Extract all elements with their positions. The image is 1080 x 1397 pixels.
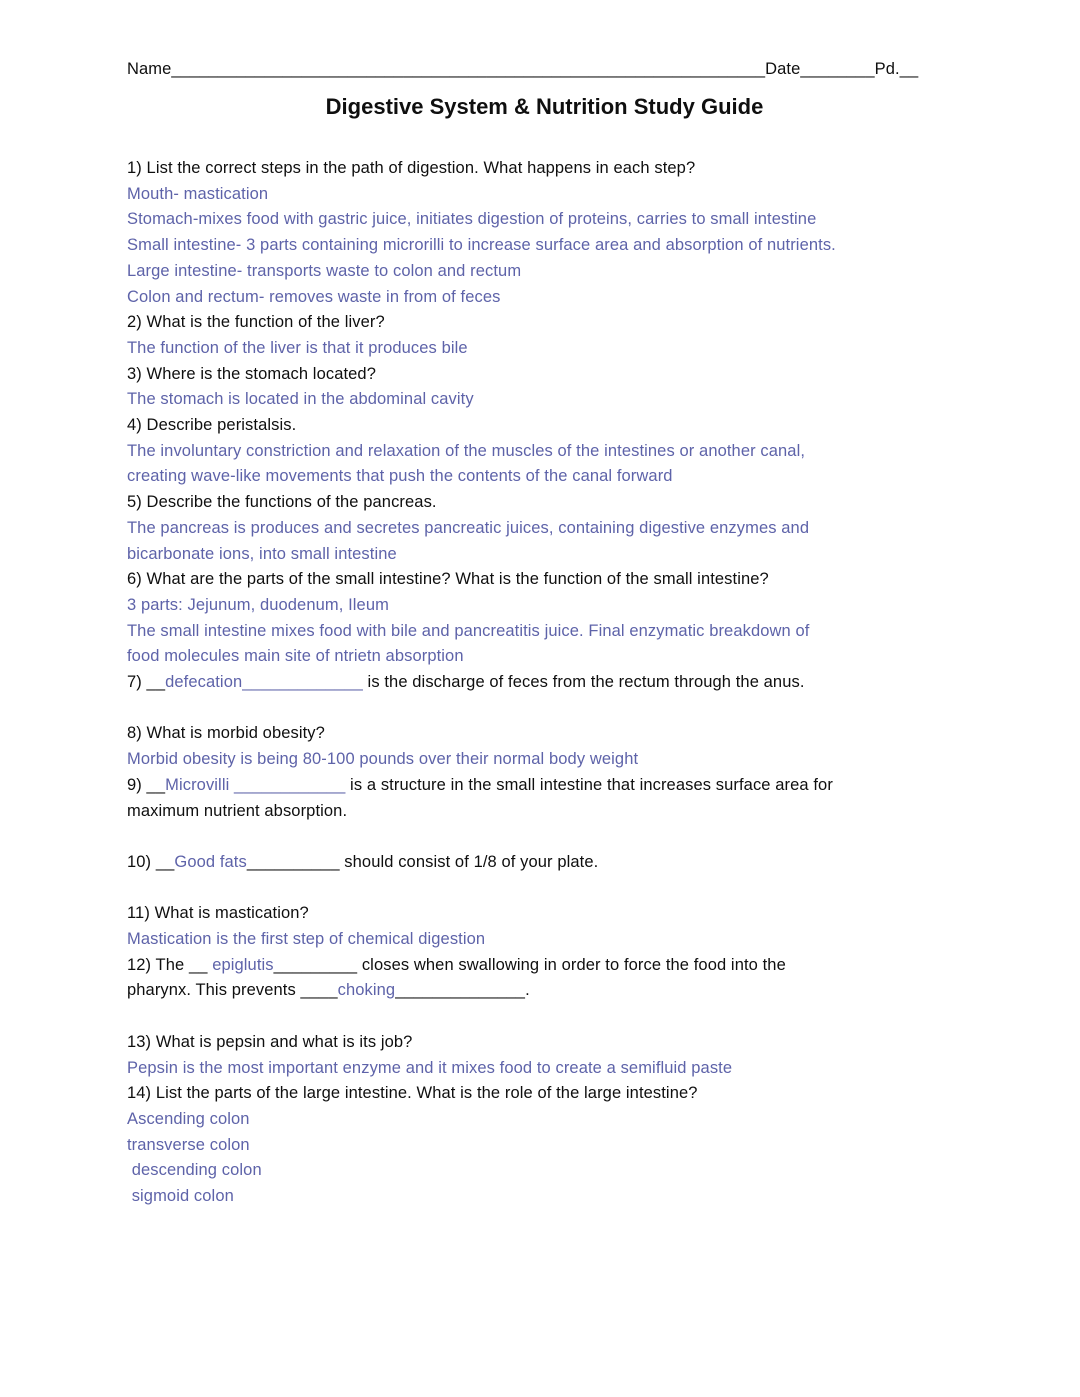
- question-text: 14) List the parts of the large intestine. What is the role of the large intestine?: [127, 1084, 698, 1103]
- pd-label: Pd.: [874, 60, 900, 78]
- name-label: Name: [127, 60, 172, 78]
- document-line: [127, 593, 962, 619]
- question-text: 1) List the correct steps in the path of digestion. What happens in each step?: [127, 159, 696, 177]
- date-label: Date: [765, 60, 801, 78]
- blank-line: [127, 824, 962, 850]
- question-text: 2) What is the function of the liver?: [127, 313, 385, 332]
- document-line: [127, 747, 962, 773]
- pd-blank: __: [899, 60, 919, 78]
- answer-text: Small intestine- 3 parts containing microrilli to increase surface area and absorption of nutrients.: [127, 236, 836, 255]
- answer-text: Pepsin is the most important enzyme and it mixes food to create a semifluid paste: [127, 1058, 733, 1077]
- document-line: [127, 516, 962, 542]
- document-line: [127, 567, 962, 593]
- document-line: [127, 1056, 962, 1082]
- document-line: [127, 1184, 962, 1210]
- answer-text: Morbid obesity is being 80-100 pounds over their normal body weight: [127, 750, 639, 769]
- question-text: 13) What is pepsin and what is its job?: [127, 1032, 413, 1051]
- document-line: [127, 644, 962, 670]
- answer-text: Large intestine- transports waste to colon and rectum: [127, 261, 522, 280]
- question-text: 8) What is morbid obesity?: [127, 724, 325, 743]
- date-blank: ________: [800, 60, 875, 78]
- document-lines: [127, 156, 962, 1210]
- document-line: [127, 799, 962, 825]
- answer-text: food molecules main site of ntrietn absorption: [127, 647, 464, 666]
- question-text: 9) __: [127, 775, 166, 794]
- question-text: _________: [273, 955, 358, 974]
- question-text: 3) Where is the stomach located?: [127, 364, 376, 383]
- answer-text: creating wave-like movements that push the contents of the canal forward: [127, 467, 673, 486]
- answer-text: epiglutis: [212, 955, 274, 974]
- answer-text: choking: [337, 981, 396, 1000]
- question-text: ______________: [395, 981, 526, 1000]
- document-line: [127, 336, 962, 362]
- document-line: [127, 362, 962, 388]
- document-line: [127, 773, 962, 799]
- question-text: pharynx. This prevents ____: [127, 981, 338, 1000]
- document-line: [127, 413, 962, 439]
- question-text: closes when swallowing in order to force the food into the: [357, 955, 786, 974]
- document-line: [127, 1081, 962, 1107]
- question-text: maximum nutrient absorption.: [127, 801, 348, 820]
- document-line: [127, 927, 962, 953]
- document-line: [127, 670, 962, 696]
- document-line: [127, 439, 962, 465]
- question-text: __________: [246, 852, 340, 871]
- blank-line: [127, 696, 962, 722]
- answer-text: The involuntary constriction and relaxation of the muscles of the intestines or another canal,: [127, 441, 806, 460]
- document-line: [127, 1107, 962, 1133]
- document-line: [127, 490, 962, 516]
- document-line: [127, 207, 962, 233]
- question-text: 10) __: [127, 852, 175, 871]
- answer-text: 3 parts: Jejunum, duodenum, Ileum: [127, 595, 389, 614]
- question-text: 6) What are the parts of the small intestine? What is the function of the small intestine?: [127, 570, 769, 589]
- document-line: [127, 464, 962, 490]
- question-text: is a structure in the small intestine that increases surface area for: [345, 775, 833, 794]
- answer-text: The stomach is located in the abdominal cavity: [127, 390, 474, 409]
- question-text: 11) What is mastication?: [127, 904, 309, 923]
- document-line: [127, 182, 962, 208]
- blank-line: [127, 1004, 962, 1030]
- document-line: [127, 850, 962, 876]
- document-line: [127, 1158, 962, 1184]
- answer-text: Mouth- mastication: [127, 184, 269, 203]
- answer-text: Good fats: [174, 852, 247, 871]
- answer-text: bicarbonate ions, into small intestine: [127, 544, 397, 563]
- answer-text: sigmoid colon: [127, 1187, 234, 1206]
- document-line: [127, 901, 962, 927]
- document-line: [127, 310, 962, 336]
- document-line: [127, 619, 962, 645]
- question-text: 5) Describe the functions of the pancreas.: [127, 493, 437, 512]
- document-line: [127, 156, 962, 182]
- answer-text: Ascending colon: [127, 1109, 250, 1128]
- answer-text: Mastication is the first step of chemical digestion: [127, 930, 486, 949]
- answer-text: defecation: [165, 673, 243, 692]
- question-text: 7) __: [127, 673, 166, 692]
- name-blank: ________________________________________________________________: [171, 60, 766, 78]
- answer-text: _____________: [242, 673, 363, 692]
- blank-line: [127, 876, 962, 902]
- name-date-header: [127, 58, 962, 80]
- answer-text: Stomach-mixes food with gastric juice, initiates digestion of proteins, carries to small intestine: [127, 210, 817, 229]
- answer-text: descending colon: [127, 1161, 262, 1180]
- document-line: [127, 953, 962, 979]
- document-line: [127, 387, 962, 413]
- document-line: [127, 1030, 962, 1056]
- answer-text: The small intestine mixes food with bile and pancreatitis juice. Final enzymatic breakdown of: [127, 621, 810, 640]
- question-text: should consist of 1/8 of your plate.: [339, 852, 599, 871]
- document-line: [127, 259, 962, 285]
- answer-text: ____________: [234, 775, 346, 794]
- question-text: is the discharge of feces from the rectum through the anus.: [362, 673, 805, 692]
- document-line: [127, 542, 962, 568]
- document-line: [127, 233, 962, 259]
- answer-text: The function of the liver is that it produces bile: [127, 338, 468, 357]
- document-line: [127, 978, 962, 1004]
- document-line: [127, 1133, 962, 1159]
- document-line: [127, 285, 962, 311]
- answer-text: transverse colon: [127, 1135, 250, 1154]
- answer-text: Colon and rectum- removes waste in from of feces: [127, 287, 501, 306]
- question-text: 4) Describe peristalsis.: [127, 416, 297, 435]
- document-title: Digestive System & Nutrition Study Guide: [325, 94, 764, 119]
- document-line: [127, 721, 962, 747]
- answer-text: Microvilli: [165, 775, 235, 794]
- question-text: .: [525, 981, 530, 1000]
- answer-text: The pancreas is produces and secretes pancreatic juices, containing digestive enzymes and: [127, 518, 810, 537]
- question-text: 12) The __: [127, 955, 213, 974]
